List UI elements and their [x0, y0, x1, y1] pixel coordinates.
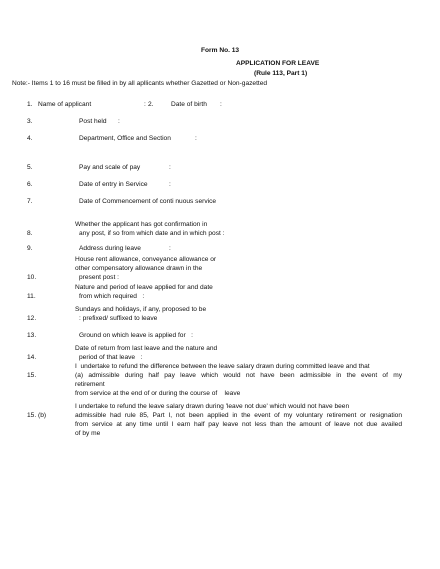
item-6-label: Date of entry in Service	[79, 181, 148, 188]
item-11-line-2: from which required :	[79, 293, 145, 300]
item-13-label: Ground on which leave is applied for :	[79, 332, 193, 339]
item-10-line-2: other compensatory allowance drawn in the	[75, 265, 203, 272]
item-2-colon: :	[220, 101, 222, 108]
item-12-line-2: : prefixed/ suffixed to leave	[79, 315, 158, 322]
item-7-label: Date of Commencement of conti nuous service	[79, 198, 217, 205]
item-3-colon: :	[118, 118, 120, 125]
item-1-colon: :	[144, 101, 146, 108]
item-5-label: Pay and scale of pay	[79, 164, 141, 171]
item-14-line-2: period of that leave :	[79, 354, 143, 361]
item-8-line-1: Whether the applicant has got confirmation in	[75, 221, 208, 228]
item-10-number: 10.	[27, 274, 37, 281]
item-2-number: 2.	[148, 101, 154, 108]
form-note: Note:- Items 1 to 16 must be filled in by all apllicants whether Gazetted or Non-gazetted	[12, 80, 268, 87]
item-11-number: 11.	[27, 293, 36, 300]
item-1-label: Name of applicant	[38, 101, 92, 108]
item-8-number: 8.	[27, 230, 33, 237]
item-15a-line-4: from service at the end of or during the course of leave	[75, 390, 241, 397]
item-4-label: Department, Office and Section	[79, 135, 171, 142]
item-15b-line-1: I undertake to refund the leave salary drawn during 'leave not due' which would not have been	[75, 403, 350, 410]
item-14-number: 14.	[27, 354, 37, 361]
item-10-line-1: House rent allowance, conveyance allowance or	[75, 256, 217, 263]
item-5-number: 5.	[27, 164, 33, 171]
item-14-line-1: Date of return from last leave and the nature and	[75, 345, 218, 352]
item-3-number: 3.	[27, 118, 33, 125]
item-6-number: 6.	[27, 181, 33, 188]
item-4-number: 4.	[27, 135, 33, 142]
item-15a-number: 15.	[27, 372, 37, 379]
item-15a-line-2: (a) admissible during half pay leave which would not have been admissible in the event of my	[75, 372, 402, 379]
form-rule: (Rule 113, Part 1)	[254, 70, 308, 77]
item-15b-line-3: from service at any time until I earn half pay leave not less than the amount of leave not due availed	[75, 421, 402, 428]
item-1-number: 1.	[27, 101, 33, 108]
item-10-line-3: present post :	[79, 274, 119, 281]
item-9-label: Address during leave	[79, 245, 141, 252]
item-8-line-2: any post, if so from which date and in which post :	[79, 230, 225, 237]
item-15b-line-4: of by me	[75, 430, 101, 437]
item-15a-line-3: retirement	[75, 381, 105, 388]
form-title: APPLICATION FOR LEAVE	[236, 60, 320, 67]
item-12-number: 12.	[27, 315, 37, 322]
item-3-label: Post held	[79, 118, 107, 125]
item-5-colon: :	[169, 164, 171, 171]
item-13-number: 13.	[27, 332, 37, 339]
item-12-line-1: Sundays and holidays, if any, proposed to be	[75, 306, 207, 313]
item-9-number: 9.	[27, 245, 33, 252]
item-6-colon: :	[169, 181, 171, 188]
item-15b-line-2: admissible had rule 85, Part I, not been applied in the event of my voluntary retirement or resignation	[75, 412, 402, 419]
item-9-colon: :	[169, 245, 171, 252]
item-11-line-1: Nature and period of leave applied for and date	[75, 284, 213, 291]
item-15b-number: 15. (b)	[27, 412, 47, 419]
item-7-number: 7.	[27, 198, 33, 205]
item-15a-line-1: I undertake to refund the difference between the leave salary drawn during committed leave and that	[75, 363, 370, 370]
item-2-label: Date of birth	[171, 101, 207, 108]
item-4-colon: :	[195, 135, 197, 142]
form-number: Form No. 13	[201, 47, 240, 54]
